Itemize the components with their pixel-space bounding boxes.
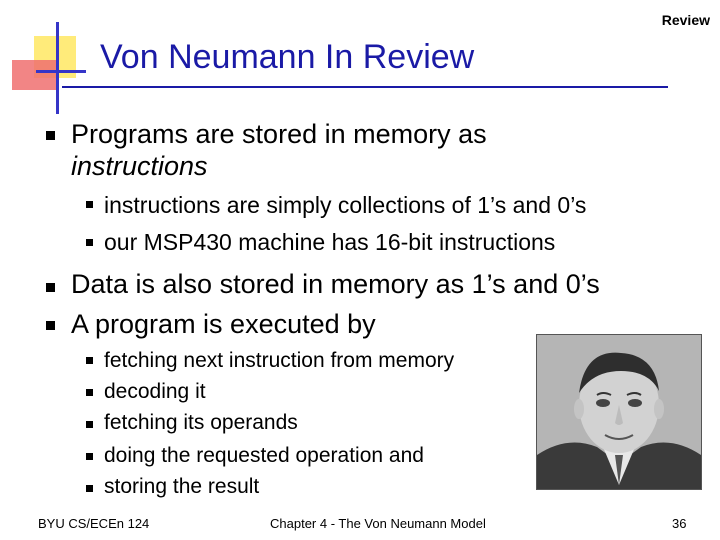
sub-bullet-marker: [86, 389, 93, 396]
section-label: Review: [661, 12, 710, 28]
bullet-1-sub-1: instructions are simply collections of 1’s and 0’s: [104, 192, 587, 218]
sub-bullet-marker: [86, 201, 93, 208]
footer-course: BYU CS/ECEn 124: [38, 516, 150, 531]
bullet-1-line1: Programs are stored in memory as: [71, 119, 487, 149]
sub-bullet-marker: [86, 239, 93, 246]
bullet-3-sub-5: storing the result: [104, 475, 260, 498]
portrait-illustration: [537, 335, 701, 489]
footer-chapter: Chapter 4 - The Von Neumann Model: [270, 516, 486, 531]
sub-bullet-marker: [86, 453, 93, 460]
bullet-1-line2: instructions: [71, 151, 208, 181]
sub-bullet-marker: [86, 421, 93, 428]
bullet-marker: [46, 131, 55, 140]
footer-page-number: 36: [672, 516, 687, 531]
bullet-3-sub-2: decoding it: [104, 380, 206, 403]
slide-title: Von Neumann In Review: [100, 38, 475, 76]
title-divider: [62, 86, 668, 88]
bullet-3-sub-3: fetching its operands: [104, 411, 298, 434]
portrait-photo: [536, 334, 702, 490]
sub-bullet-marker: [86, 357, 93, 364]
sub-bullet-marker: [86, 485, 93, 492]
bullet-3-sub-4: doing the requested operation and: [104, 444, 424, 467]
bullet-marker: [46, 283, 55, 292]
bullet-3-sub-1: fetching next instruction from memory: [104, 349, 455, 372]
bullet-1-sub-2: our MSP430 machine has 16-bit instructions: [104, 229, 556, 255]
bullet-3-text: A program is executed by: [71, 309, 376, 339]
bullet-2-text: Data is also stored in memory as 1’s and 0’s: [71, 269, 600, 299]
bullet-marker: [46, 321, 55, 330]
